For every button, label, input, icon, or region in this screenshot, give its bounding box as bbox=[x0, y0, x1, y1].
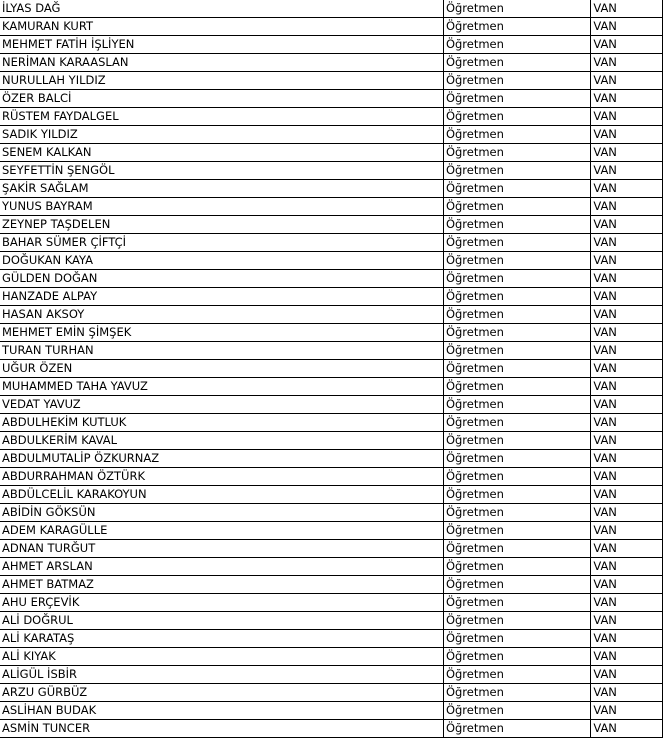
name-cell: ABDURRAHMAN ÖZTÜRK bbox=[0, 468, 443, 486]
city-cell: VAN bbox=[591, 306, 663, 324]
city-cell: VAN bbox=[591, 702, 663, 720]
name-cell: İLYAS DAĞ bbox=[0, 0, 443, 18]
name-cell: ABDÜLCELİL KARAKOYUN bbox=[0, 486, 443, 504]
name-cell: AHMET ARSLAN bbox=[0, 558, 443, 576]
role-cell: Öğretmen bbox=[443, 522, 590, 540]
city-cell: VAN bbox=[591, 72, 663, 90]
city-cell: VAN bbox=[591, 90, 663, 108]
city-cell: VAN bbox=[591, 180, 663, 198]
role-cell: Öğretmen bbox=[443, 0, 590, 18]
role-cell: Öğretmen bbox=[443, 378, 590, 396]
table-row bbox=[0, 54, 663, 72]
name-cell: HASAN AKSOY bbox=[0, 306, 443, 324]
table-row bbox=[0, 468, 663, 486]
city-cell: VAN bbox=[591, 342, 663, 360]
table-row bbox=[0, 522, 663, 540]
role-cell: Öğretmen bbox=[443, 540, 590, 558]
name-cell: SENEM KALKAN bbox=[0, 144, 443, 162]
role-cell: Öğretmen bbox=[443, 270, 590, 288]
table-row bbox=[0, 234, 663, 252]
role-cell: Öğretmen bbox=[443, 702, 590, 720]
city-cell: VAN bbox=[591, 126, 663, 144]
table-row bbox=[0, 198, 663, 216]
city-cell: VAN bbox=[591, 684, 663, 702]
table-row bbox=[0, 576, 663, 594]
name-cell: DOĞUKAN KAYA bbox=[0, 252, 443, 270]
city-cell: VAN bbox=[591, 36, 663, 54]
table-row bbox=[0, 306, 663, 324]
city-cell: VAN bbox=[591, 576, 663, 594]
role-cell: Öğretmen bbox=[443, 72, 590, 90]
table-row bbox=[0, 270, 663, 288]
name-cell: HANZADE ALPAY bbox=[0, 288, 443, 306]
table-row bbox=[0, 108, 663, 126]
city-cell: VAN bbox=[591, 432, 663, 450]
name-cell: ADEM KARAGÜLLE bbox=[0, 522, 443, 540]
table-row bbox=[0, 594, 663, 612]
table-row bbox=[0, 486, 663, 504]
role-cell: Öğretmen bbox=[443, 342, 590, 360]
city-cell: VAN bbox=[591, 18, 663, 36]
table-row bbox=[0, 288, 663, 306]
role-cell: Öğretmen bbox=[443, 36, 590, 54]
city-cell: VAN bbox=[591, 54, 663, 72]
city-cell: VAN bbox=[591, 486, 663, 504]
name-cell: ŞAKİR SAĞLAM bbox=[0, 180, 443, 198]
role-cell: Öğretmen bbox=[443, 252, 590, 270]
role-cell: Öğretmen bbox=[443, 306, 590, 324]
role-cell: Öğretmen bbox=[443, 504, 590, 522]
table-row bbox=[0, 702, 663, 720]
name-cell: SEYFETTİN ŞENGÖL bbox=[0, 162, 443, 180]
role-cell: Öğretmen bbox=[443, 126, 590, 144]
table-row bbox=[0, 0, 663, 18]
name-cell: VEDAT YAVUZ bbox=[0, 396, 443, 414]
table-row bbox=[0, 684, 663, 702]
name-cell: ALİ DOĞRUL bbox=[0, 612, 443, 630]
table-row bbox=[0, 504, 663, 522]
name-cell: MUHAMMED TAHA YAVUZ bbox=[0, 378, 443, 396]
city-cell: VAN bbox=[591, 162, 663, 180]
table-row bbox=[0, 162, 663, 180]
table-row bbox=[0, 414, 663, 432]
role-cell: Öğretmen bbox=[443, 54, 590, 72]
table-row bbox=[0, 324, 663, 342]
role-cell: Öğretmen bbox=[443, 216, 590, 234]
city-cell: VAN bbox=[591, 144, 663, 162]
table-row bbox=[0, 540, 663, 558]
name-cell: RÜSTEM FAYDALGEL bbox=[0, 108, 443, 126]
role-cell: Öğretmen bbox=[443, 648, 590, 666]
city-cell: VAN bbox=[591, 414, 663, 432]
city-cell: VAN bbox=[591, 378, 663, 396]
city-cell: VAN bbox=[591, 450, 663, 468]
role-cell: Öğretmen bbox=[443, 594, 590, 612]
city-cell: VAN bbox=[591, 540, 663, 558]
role-cell: Öğretmen bbox=[443, 288, 590, 306]
city-cell: VAN bbox=[591, 720, 663, 738]
name-cell: AHMET BATMAZ bbox=[0, 576, 443, 594]
name-cell: NURULLAH YILDIZ bbox=[0, 72, 443, 90]
name-cell: ALİ KIYAK bbox=[0, 648, 443, 666]
name-cell: ASMİN TUNCER bbox=[0, 720, 443, 738]
name-cell: ARZU GÜRBÜZ bbox=[0, 684, 443, 702]
city-cell: VAN bbox=[591, 558, 663, 576]
name-cell: TURAN TURHAN bbox=[0, 342, 443, 360]
role-cell: Öğretmen bbox=[443, 720, 590, 738]
name-cell: ZEYNEP TAŞDELEN bbox=[0, 216, 443, 234]
name-cell: UĞUR ÖZEN bbox=[0, 360, 443, 378]
role-cell: Öğretmen bbox=[443, 360, 590, 378]
city-cell: VAN bbox=[591, 522, 663, 540]
table-row bbox=[0, 36, 663, 54]
table-row bbox=[0, 450, 663, 468]
role-cell: Öğretmen bbox=[443, 576, 590, 594]
city-cell: VAN bbox=[591, 252, 663, 270]
table-row bbox=[0, 18, 663, 36]
role-cell: Öğretmen bbox=[443, 684, 590, 702]
city-cell: VAN bbox=[591, 612, 663, 630]
role-cell: Öğretmen bbox=[443, 90, 590, 108]
city-cell: VAN bbox=[591, 324, 663, 342]
table-row bbox=[0, 144, 663, 162]
table-row bbox=[0, 378, 663, 396]
role-cell: Öğretmen bbox=[443, 612, 590, 630]
name-cell: ASLİHAN BUDAK bbox=[0, 702, 443, 720]
city-cell: VAN bbox=[591, 666, 663, 684]
city-cell: VAN bbox=[591, 396, 663, 414]
name-cell: GÜLDEN DOĞAN bbox=[0, 270, 443, 288]
city-cell: VAN bbox=[591, 288, 663, 306]
role-cell: Öğretmen bbox=[443, 666, 590, 684]
table-row bbox=[0, 396, 663, 414]
city-cell: VAN bbox=[591, 216, 663, 234]
role-cell: Öğretmen bbox=[443, 486, 590, 504]
table-row bbox=[0, 252, 663, 270]
role-cell: Öğretmen bbox=[443, 234, 590, 252]
name-cell: ABDULKERİM KAVAL bbox=[0, 432, 443, 450]
role-cell: Öğretmen bbox=[443, 414, 590, 432]
table-row bbox=[0, 720, 663, 738]
role-cell: Öğretmen bbox=[443, 396, 590, 414]
name-cell: ALİ KARATAŞ bbox=[0, 630, 443, 648]
city-cell: VAN bbox=[591, 270, 663, 288]
table-row bbox=[0, 126, 663, 144]
city-cell: VAN bbox=[591, 504, 663, 522]
name-cell: ADNAN TURĞUT bbox=[0, 540, 443, 558]
name-cell: ÖZER BALCİ bbox=[0, 90, 443, 108]
role-cell: Öğretmen bbox=[443, 18, 590, 36]
city-cell: VAN bbox=[591, 234, 663, 252]
role-cell: Öğretmen bbox=[443, 198, 590, 216]
table-row bbox=[0, 72, 663, 90]
table-row bbox=[0, 180, 663, 198]
role-cell: Öğretmen bbox=[443, 432, 590, 450]
name-cell: BAHAR SÜMER ÇİFTÇİ bbox=[0, 234, 443, 252]
role-cell: Öğretmen bbox=[443, 558, 590, 576]
name-cell: SADIK YILDIZ bbox=[0, 126, 443, 144]
city-cell: VAN bbox=[591, 594, 663, 612]
name-cell: MEHMET EMİN ŞİMŞEK bbox=[0, 324, 443, 342]
city-cell: VAN bbox=[591, 360, 663, 378]
role-cell: Öğretmen bbox=[443, 324, 590, 342]
table-row bbox=[0, 342, 663, 360]
table-row bbox=[0, 612, 663, 630]
table-row bbox=[0, 216, 663, 234]
role-cell: Öğretmen bbox=[443, 108, 590, 126]
name-cell: ALİGÜL İSBİR bbox=[0, 666, 443, 684]
table-row bbox=[0, 648, 663, 666]
role-cell: Öğretmen bbox=[443, 144, 590, 162]
city-cell: VAN bbox=[591, 468, 663, 486]
table-row bbox=[0, 360, 663, 378]
role-cell: Öğretmen bbox=[443, 630, 590, 648]
name-cell: AHU ERÇEVİK bbox=[0, 594, 443, 612]
table-row bbox=[0, 90, 663, 108]
table-row bbox=[0, 666, 663, 684]
name-cell: MEHMET FATİH İŞLİYEN bbox=[0, 36, 443, 54]
name-cell: ABDULHEKİM KUTLUK bbox=[0, 414, 443, 432]
city-cell: VAN bbox=[591, 0, 663, 18]
name-cell: NERİMAN KARAASLAN bbox=[0, 54, 443, 72]
role-cell: Öğretmen bbox=[443, 450, 590, 468]
table-row bbox=[0, 558, 663, 576]
city-cell: VAN bbox=[591, 630, 663, 648]
city-cell: VAN bbox=[591, 108, 663, 126]
table-row bbox=[0, 630, 663, 648]
name-cell: ABDULMUTALİP ÖZKURNAZ bbox=[0, 450, 443, 468]
city-cell: VAN bbox=[591, 198, 663, 216]
role-cell: Öğretmen bbox=[443, 180, 590, 198]
role-cell: Öğretmen bbox=[443, 468, 590, 486]
name-cell: KAMURAN KURT bbox=[0, 18, 443, 36]
city-cell: VAN bbox=[591, 648, 663, 666]
name-cell: YUNUS BAYRAM bbox=[0, 198, 443, 216]
role-cell: Öğretmen bbox=[443, 162, 590, 180]
name-cell: ABİDİN GÖKSÜN bbox=[0, 504, 443, 522]
table-row bbox=[0, 432, 663, 450]
